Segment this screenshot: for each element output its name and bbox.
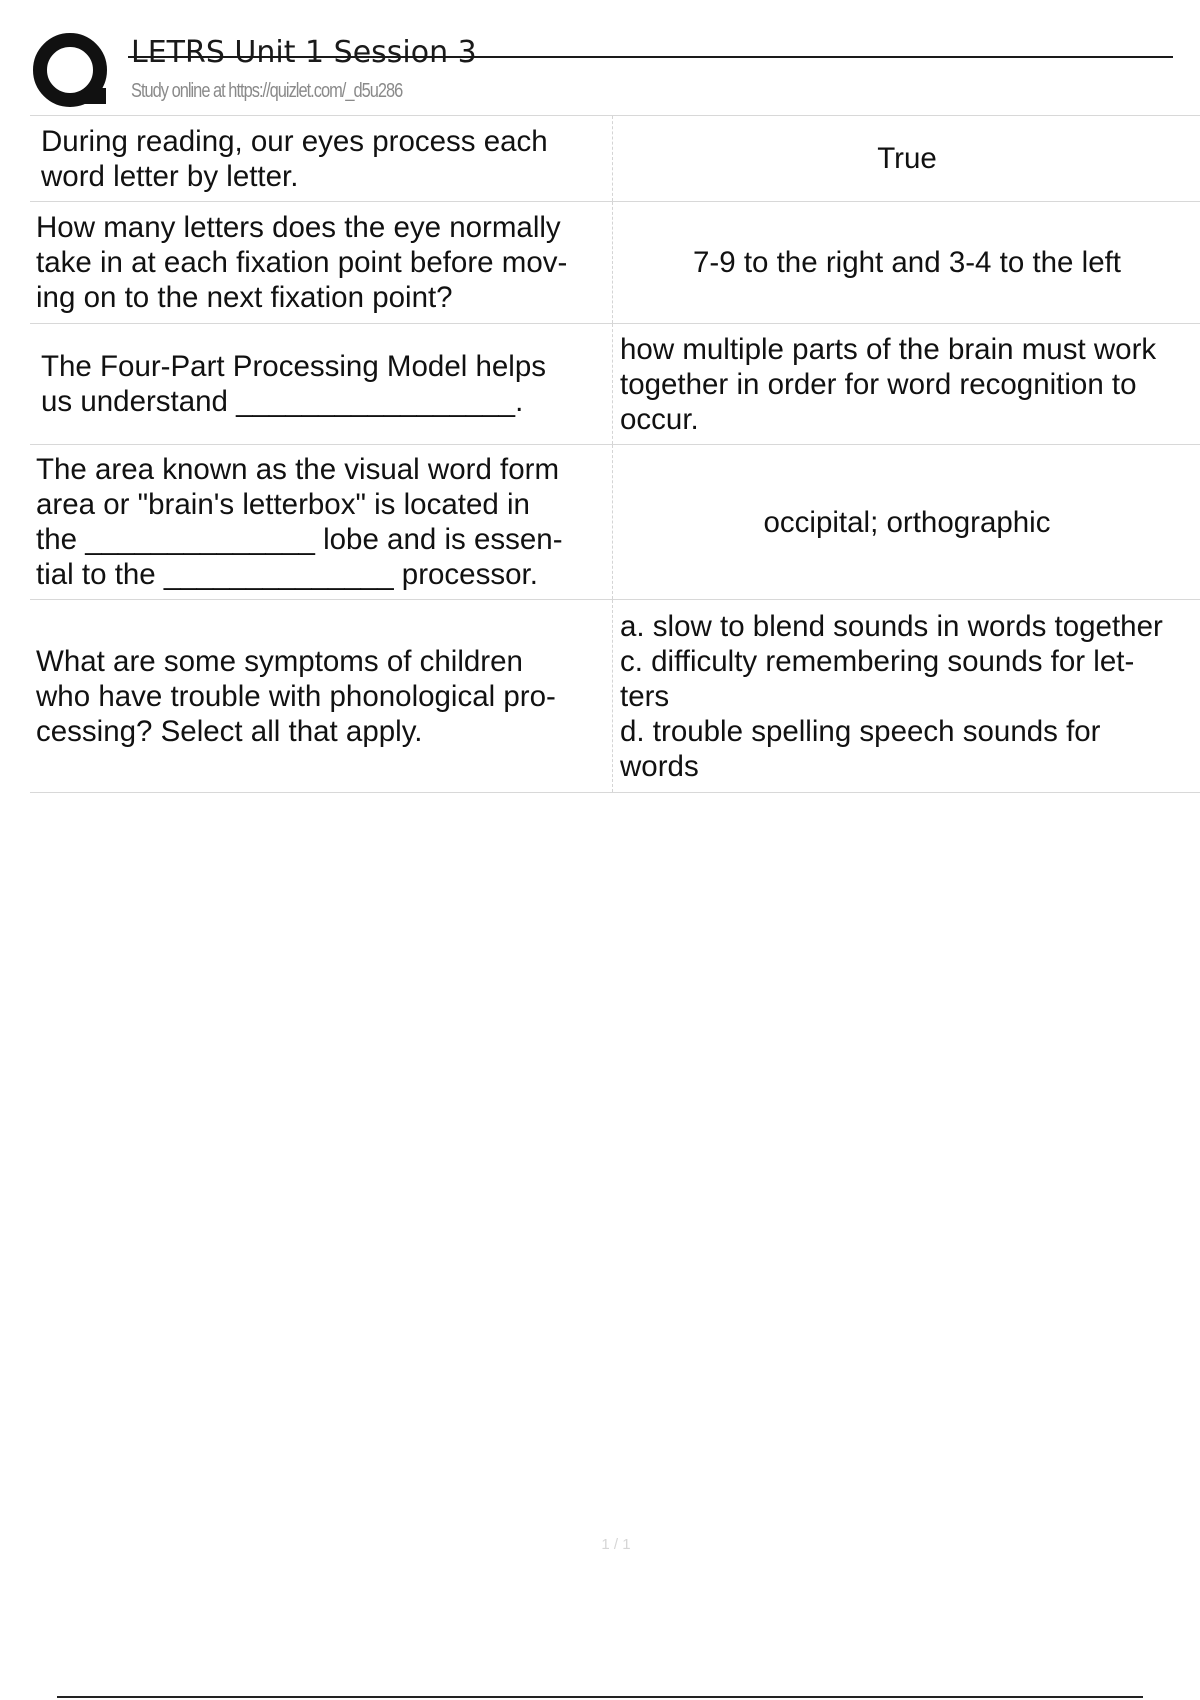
card-term bbox=[30, 116, 613, 201]
document-title: LETRS Unit 1 Session 3 bbox=[131, 35, 477, 70]
document-header bbox=[30, 28, 1142, 112]
flashcard-row bbox=[30, 324, 1200, 445]
term-line: tial to the ______________ processor. bbox=[36, 558, 538, 591]
definition-line: c. difficulty remembering sounds for let- bbox=[620, 644, 1135, 678]
quizlet-logo-icon bbox=[32, 32, 112, 112]
term-line: cessing? Select all that apply. bbox=[36, 714, 423, 748]
card-definition bbox=[613, 445, 1200, 599]
definition-line: True bbox=[877, 142, 937, 175]
definition-line: occipital; orthographic bbox=[763, 505, 1051, 539]
term-line: The Four-Part Processing Model helps bbox=[41, 350, 547, 383]
definition-line: together in order for word recognition to bbox=[620, 367, 1137, 401]
term-line: take in at each fixation point before mov- bbox=[36, 246, 568, 279]
term-line: During reading, our eyes process each bbox=[41, 124, 548, 158]
term-line: ing on to the next fixation point? bbox=[36, 281, 453, 314]
flashcard-row bbox=[30, 116, 1200, 202]
definition-line: occur. bbox=[620, 402, 699, 436]
flashcard-row bbox=[30, 445, 1200, 600]
flashcard-row bbox=[30, 600, 1200, 793]
card-definition bbox=[613, 324, 1200, 444]
definition-line: how multiple parts of the brain must work bbox=[620, 332, 1157, 366]
card-term bbox=[30, 324, 613, 444]
term-line: the ______________ lobe and is essen- bbox=[36, 523, 563, 556]
study-online-link[interactable]: Study online at https://quizlet.com/_d5u286 bbox=[131, 80, 403, 102]
definition-line: a. slow to blend sounds in words together bbox=[620, 609, 1163, 643]
term-line: who have trouble with phonological pro- bbox=[36, 679, 556, 713]
term-line: How many letters does the eye normally bbox=[36, 211, 561, 244]
card-term bbox=[30, 445, 613, 599]
flashcard-table bbox=[30, 115, 1200, 793]
term-line: area or "brain's letterbox" is located in bbox=[36, 488, 530, 521]
card-term bbox=[30, 600, 613, 792]
card-term bbox=[30, 202, 613, 323]
term-line: word letter by letter. bbox=[41, 159, 299, 193]
term-line: us understand _________________. bbox=[41, 385, 524, 418]
definition-line: 7-9 to the right and 3-4 to the left bbox=[692, 246, 1122, 279]
card-definition bbox=[613, 202, 1200, 323]
definition-line: d. trouble spelling speech sounds for bbox=[620, 714, 1101, 748]
definition-line: words bbox=[620, 749, 699, 783]
term-line: What are some symptoms of children bbox=[36, 644, 523, 678]
footer-rule bbox=[57, 1696, 1143, 1698]
definition-line: ters bbox=[620, 679, 670, 713]
page-number: 1 / 1 bbox=[601, 1536, 631, 1553]
flashcard-row bbox=[30, 202, 1200, 324]
term-line: The area known as the visual word form bbox=[36, 453, 560, 486]
card-definition bbox=[613, 116, 1200, 201]
card-definition bbox=[613, 600, 1200, 792]
